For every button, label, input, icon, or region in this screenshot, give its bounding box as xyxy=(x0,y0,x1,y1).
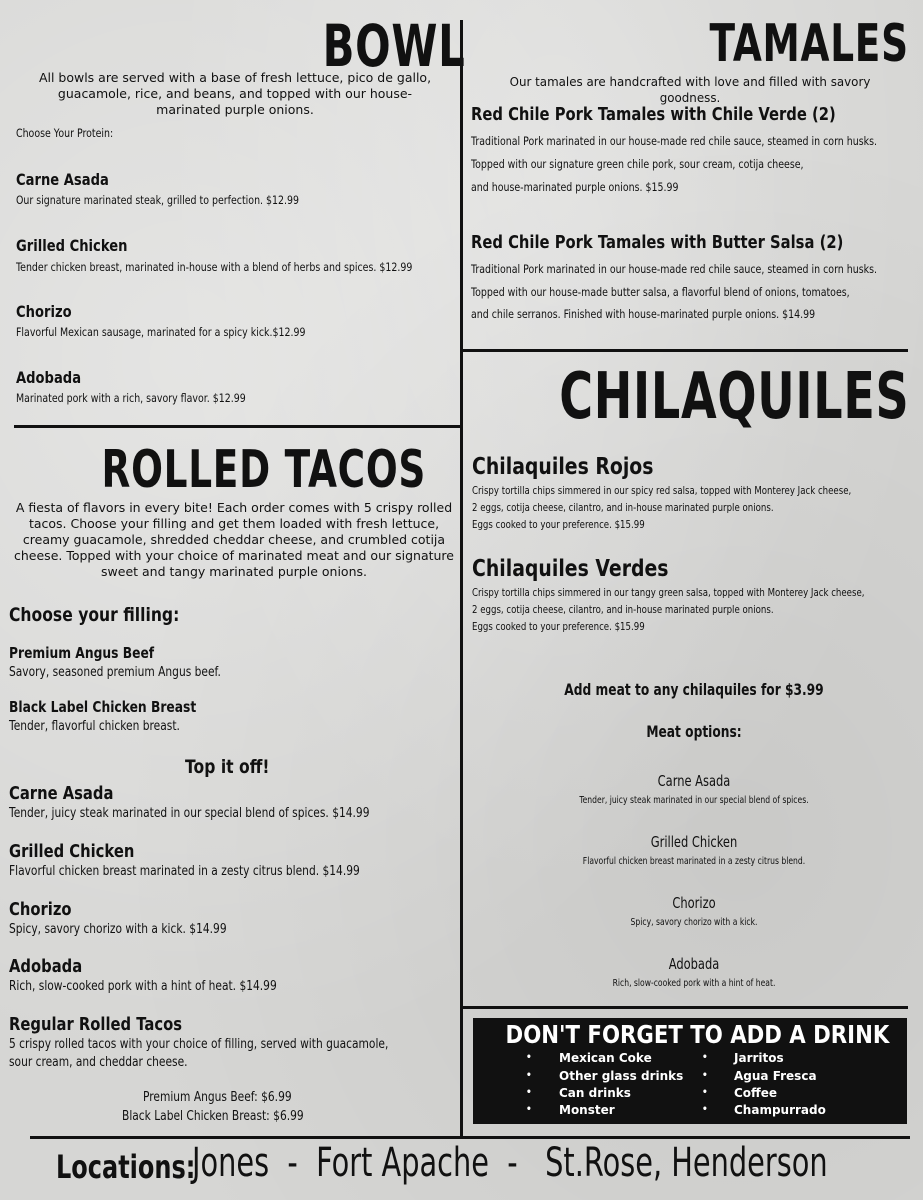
rolled-tacos-title: ROLLED TACOS xyxy=(101,440,427,500)
chilaquiles-item-line: 2 eggs, cotija cheese, cilantro, and in-house marinated purple onions. xyxy=(472,604,774,616)
meat-option-name: Adobada xyxy=(668,955,720,973)
tamales-title: TAMALES xyxy=(709,14,909,74)
drink-box xyxy=(473,1018,907,1124)
regular-price: Premium Angus Beef: $6.99 xyxy=(143,1090,292,1105)
bowl-divider xyxy=(14,425,460,428)
topping-desc: Tender, juicy steak marinated in our special blend of spices. $14.99 xyxy=(9,806,370,821)
regular-tacos-name: Regular Rolled Tacos xyxy=(9,1014,183,1035)
drink-item: Monster xyxy=(559,1103,615,1117)
chilaquiles-item-line: Crispy tortilla chips simmered in our tangy green salsa, topped with Monterey Jack cheese, xyxy=(472,587,865,599)
meat-option-name: Chorizo xyxy=(672,894,716,912)
regular-price: Black Label Chicken Breast: $6.99 xyxy=(122,1109,304,1124)
bowl-item-desc: Our signature marinated steak, grilled to perfection. $12.99 xyxy=(16,193,300,207)
top-it-off-label: Top it off! xyxy=(185,756,270,778)
footer-divider xyxy=(30,1136,910,1139)
rolled-tacos-intro: A fiesta of flavors in every bite! Each order comes with 5 crispy rolled tacos. Choose your filling and get them loaded with fresh lettuce, creamy guacamole, shredded cheddar cheese, and crumbled cotija cheese. Topped with your choice of marinated meat and our signature sweet and tangy marinated purple onions. xyxy=(14,500,454,579)
bullet-icon: • xyxy=(526,1052,532,1063)
chilaquiles-divider xyxy=(463,1006,908,1009)
bullet-icon: • xyxy=(702,1052,708,1063)
chilaquiles-item-line: Eggs cooked to your preference. $15.99 xyxy=(472,519,645,531)
tamale-item-line: Topped with our signature green chile pork, sour cream, cotija cheese, xyxy=(471,157,804,171)
bowl-item-desc: Flavorful Mexican sausage, marinated for a spicy kick.$12.99 xyxy=(16,325,306,339)
choose-filling-label: Choose your filling: xyxy=(9,604,180,626)
chilaquiles-item-line: 2 eggs, cotija cheese, cilantro, and in-house marinated purple onions. xyxy=(472,502,774,514)
tamale-item-line: Traditional Pork marinated in our house-made red chile sauce, steamed in corn husks. xyxy=(471,262,878,276)
bowl-item-desc: Marinated pork with a rich, savory flavor. $12.99 xyxy=(16,391,246,405)
bowl-item-name: Chorizo xyxy=(16,302,72,321)
topping-desc: Spicy, savory chorizo with a kick. $14.99 xyxy=(9,922,227,937)
tamales-divider xyxy=(463,349,908,352)
bullet-icon: • xyxy=(526,1087,532,1098)
bullet-icon: • xyxy=(702,1104,708,1115)
chilaquiles-item-name: Chilaquiles Rojos xyxy=(472,454,654,480)
bullet-icon: • xyxy=(526,1070,532,1081)
filling-desc: Savory, seasoned premium Angus beef. xyxy=(9,665,221,680)
meat-option-desc: Spicy, savory chorizo with a kick. xyxy=(630,917,758,928)
tamale-item-line: Topped with our house-made butter salsa, a flavorful blend of onions, tomatoes, xyxy=(471,285,850,299)
bowl-item-name: Grilled Chicken xyxy=(16,236,128,255)
meat-option-desc: Rich, slow-cooked pork with a hint of heat. xyxy=(612,978,776,989)
bowl-item-name: Carne Asada xyxy=(16,170,109,189)
center-divider xyxy=(460,20,463,1136)
filling-desc: Tender, flavorful chicken breast. xyxy=(9,719,180,734)
topping-name: Grilled Chicken xyxy=(9,841,135,862)
drink-item: Agua Fresca xyxy=(734,1069,817,1083)
tamale-item-line: Traditional Pork marinated in our house-made red chile sauce, steamed in corn husks. xyxy=(471,134,878,148)
tamales-intro: Our tamales are handcrafted with love and filled with savory goodness. xyxy=(509,74,871,105)
bullet-icon: • xyxy=(526,1104,532,1115)
drink-item: Mexican Coke xyxy=(559,1051,652,1065)
topping-name: Carne Asada xyxy=(9,783,114,804)
meat-option-desc: Tender, juicy steak marinated in our special blend of spices. xyxy=(579,795,809,806)
meat-option-desc: Flavorful chicken breast marinated in a zesty citrus blend. xyxy=(582,856,806,867)
drink-item: Jarritos xyxy=(734,1051,784,1065)
filling-name: Black Label Chicken Breast xyxy=(9,698,197,716)
drink-item: Coffee xyxy=(734,1086,778,1100)
bowl-item-desc: Tender chicken breast, marinated in-house with a blend of herbs and spices. $12.99 xyxy=(16,260,413,274)
meat-option-name: Carne Asada xyxy=(657,772,731,790)
tamale-item-name: Red Chile Pork Tamales with Butter Salsa (2) xyxy=(471,232,844,253)
chilaquiles-title: CHILAQUILES xyxy=(558,360,909,434)
drink-title: DON'T FORGET TO ADD A DRINK xyxy=(505,1020,890,1049)
bullet-icon: • xyxy=(702,1070,708,1081)
bowl-item-name: Adobada xyxy=(16,368,82,387)
regular-tacos-desc: 5 crispy rolled tacos with your choice of filling, served with guacamole, xyxy=(9,1037,389,1052)
tamale-item-line: and house-marinated purple onions. $15.99 xyxy=(471,180,679,194)
chilaquiles-item-line: Crispy tortilla chips simmered in our spicy red salsa, topped with Monterey Jack cheese, xyxy=(472,485,852,497)
regular-tacos-desc: sour cream, and cheddar cheese. xyxy=(9,1055,188,1070)
locations-list: Jones - Fort Apache - St.Rose, Henderson xyxy=(192,1140,828,1186)
filling-name: Premium Angus Beef xyxy=(9,644,155,662)
tamale-item-line: and chile serranos. Finished with house-marinated purple onions. $14.99 xyxy=(471,307,816,321)
bowl-choose-label: Choose Your Protein: xyxy=(16,126,114,140)
bowl-intro: All bowls are served with a base of fresh lettuce, pico de gallo, guacamole, rice, and beans, and topped with our house-marinated purple onions. xyxy=(38,70,432,117)
topping-desc: Flavorful chicken breast marinated in a zesty citrus blend. $14.99 xyxy=(9,864,360,879)
bullet-icon: • xyxy=(702,1087,708,1098)
topping-name: Adobada xyxy=(9,956,83,977)
chilaquiles-item-name: Chilaquiles Verdes xyxy=(472,556,669,582)
bowl-title: BOWL xyxy=(322,12,465,80)
topping-desc: Rich, slow-cooked pork with a hint of heat. $14.99 xyxy=(9,979,277,994)
add-meat-text: Add meat to any chilaquiles for $3.99 xyxy=(564,680,824,699)
locations-label: Locations: xyxy=(56,1148,196,1186)
chilaquiles-item-line: Eggs cooked to your preference. $15.99 xyxy=(472,621,645,633)
meat-option-name: Grilled Chicken xyxy=(650,833,738,851)
topping-name: Chorizo xyxy=(9,899,72,920)
tamale-item-name: Red Chile Pork Tamales with Chile Verde (2) xyxy=(471,104,836,125)
drink-item: Other glass drinks xyxy=(559,1069,684,1083)
drink-item: Champurrado xyxy=(734,1103,826,1117)
meat-options-label: Meat options: xyxy=(646,722,742,741)
drink-item: Can drinks xyxy=(559,1086,631,1100)
